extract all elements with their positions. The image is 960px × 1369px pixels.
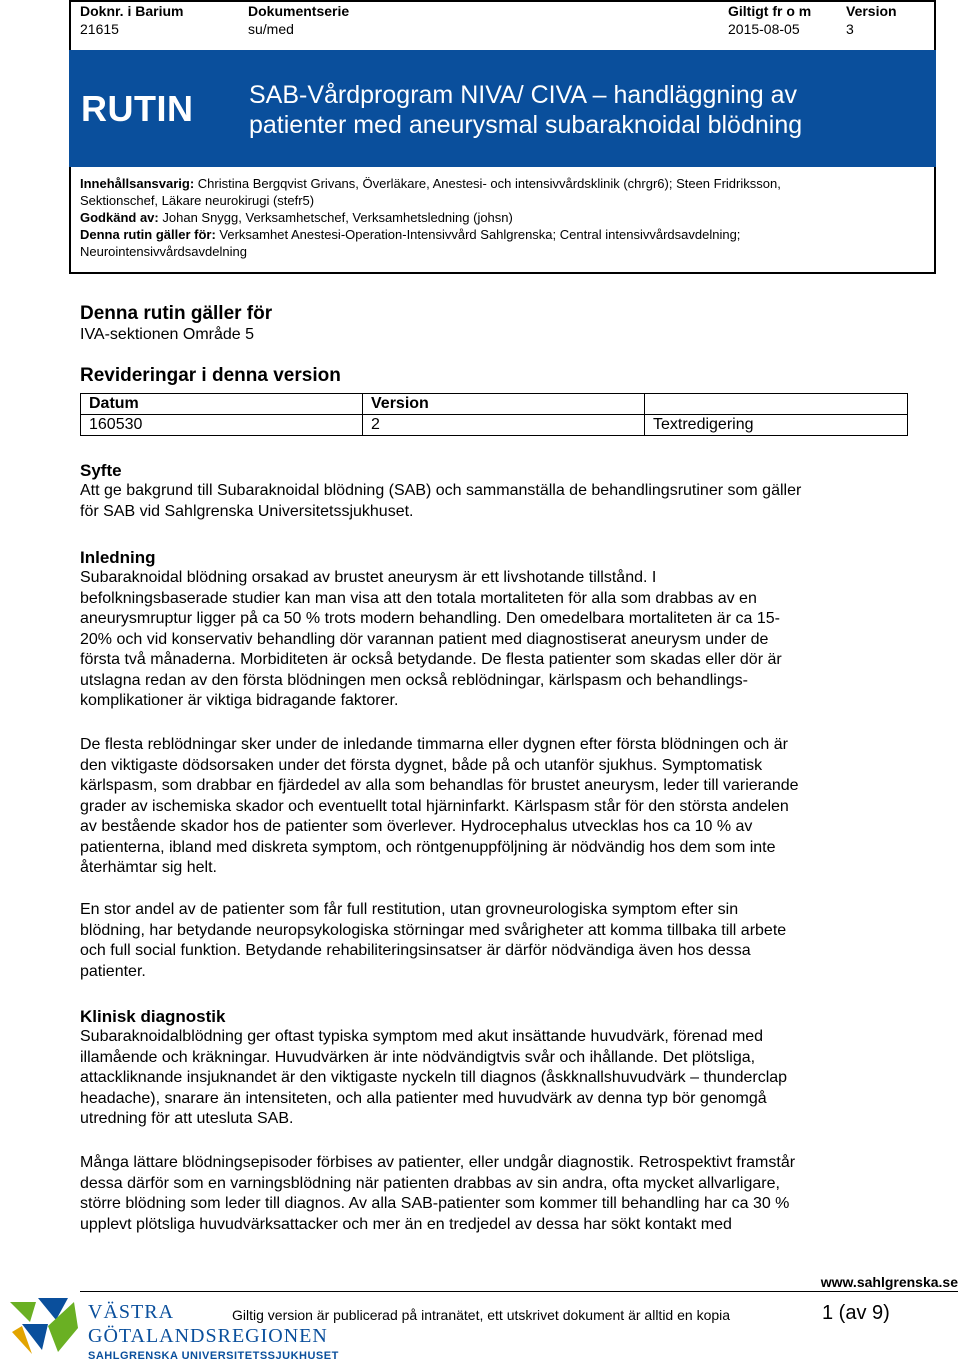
applies-label: Denna rutin gäller för: — [80, 227, 216, 242]
series-block — [248, 2, 349, 38]
text-line: den viktigaste dödsorsaken under det första dygnet, både på och utanför sjukhus. Symptomatisk — [80, 756, 763, 774]
intro-paragraph-3 — [80, 900, 910, 982]
doknr-value: 21615 — [80, 21, 119, 37]
valid-value: 2015-08-05 — [728, 21, 800, 37]
text-line: Subaraknoidalblödning ger oftast typiska symptom med akut insättande huvudvärk, förenad med — [80, 1028, 764, 1045]
document-type: RUTIN — [81, 88, 194, 129]
text-line: dessa därför som en varningsblödning när patienten drabbas av sin andra, ofta mycket allvarligare, — [80, 1174, 780, 1192]
scope-section — [80, 303, 910, 346]
website-link[interactable]: www.sahlgrenska.se — [820, 1274, 958, 1290]
footer-note: Giltig version är publicerad på intranätet, ett utskrivet dokument är alltid en kopia — [232, 1307, 731, 1323]
text-line: aneurysmruptur ligger på ca 50 % trots modern behandling. Den omedelbara mortaliteten är ca 15- — [80, 610, 780, 627]
logo-line-3: SAHLGRENSKA UNIVERSITETSSJUKHUSET — [88, 1350, 339, 1362]
diagnostics-paragraph-2 — [80, 1153, 910, 1235]
document-title — [249, 80, 802, 140]
responsible-text: Christina Bergqvist Grivans, Överläkare, Anestesi- och intensivvårdsklinik (chrgr6); Steen Fridriksson, — [197, 176, 781, 191]
col-date: Datum — [81, 394, 363, 415]
revisions-heading-text: Revideringar i denna version — [80, 365, 341, 386]
text-line: upplevt plötsliga huvudvärksattacker och mer än en tredjedel av dessa har sökt kontakt med — [80, 1215, 732, 1233]
title-banner — [69, 50, 936, 167]
text-line: första två månaderna. Morbiditeten är också betydande. De flesta patienter som skadas eller dör är — [80, 651, 782, 668]
col-version: Version — [363, 394, 645, 415]
text-line: 20% och vid konservativ behandling dör varannan patient med diagnostiserat aneurysm under de — [80, 630, 769, 648]
table-row — [81, 415, 908, 436]
text-line: återhämtar sig helt. — [80, 859, 217, 876]
revisions-heading — [80, 365, 910, 387]
page-number: 1 (av 9) — [822, 1302, 890, 1324]
row-date: 160530 — [81, 415, 363, 436]
text-line: patienter. — [80, 962, 146, 980]
intro-section — [80, 547, 910, 712]
row-version: 2 — [363, 415, 645, 436]
approved-label: Godkänd av: — [80, 210, 159, 225]
text-line: grader av ischemiska skador och eventuellt total hjärninfarkt. Kärlspasm står för den största andelen — [80, 797, 789, 815]
purpose-section — [80, 460, 910, 522]
purpose-line-1: Att ge bakgrund till Subaraknoidal blödning (SAB) och sammanställa de behandlingsrutiner som gäller — [80, 482, 802, 499]
responsible-label: Innehållsansvarig: — [80, 176, 195, 191]
text-line: Subaraknoidal blödning orsakad av brustet aneurysm är ett livshotande tillstånd. I — [80, 569, 657, 586]
text-line: De flesta reblödningar sker under de inledande timmarna eller dygnen efter första blödningen och är — [80, 736, 788, 753]
region-logo-mark-icon — [8, 1292, 358, 1364]
applies-text: Verksamhet Anestesi-Operation-Intensivvård Sahlgrenska; Central intensivvårdsavdelning; — [219, 227, 741, 242]
text-line: blödning, har betydande neuropsykologiska störningar med svårigheter att komma tillbaka till arbete — [80, 921, 787, 939]
text-line: utslagna redan av den första blödningen men också reblödningar, kärlspasm och behandlings- — [80, 671, 748, 689]
series-label: Dokumentserie — [248, 3, 350, 19]
text-line: komplikationer är viktiga bidragande faktorer. — [80, 692, 399, 709]
info-block — [80, 175, 925, 260]
scope-heading: Denna rutin gäller för — [80, 303, 273, 324]
title-line-1: SAB-Vårdprogram NIVA/ CIVA – handläggning av — [249, 81, 797, 109]
doknr-block — [80, 2, 183, 38]
logo-line-1: VÄSTRA — [88, 1301, 175, 1323]
series-value: su/med — [248, 21, 294, 37]
table-header-row — [81, 394, 908, 415]
intro-paragraph-1 — [80, 568, 910, 712]
logo-line-2: GÖTALANDSREGIONEN — [88, 1325, 328, 1347]
intro-paragraph-2 — [80, 735, 910, 879]
diagnostics-section — [80, 1006, 910, 1130]
text-line: patienterna, ibland med diskreta symptom, och röntgenuppföljning är nödvändig hos dem som inte — [80, 838, 776, 856]
text-line: En stor andel av de patienter som får full restitution, utan grovneurologiska symptom efter sin — [80, 901, 739, 918]
valid-block — [728, 2, 811, 38]
valid-label: Giltigt fr o m — [728, 3, 812, 19]
col-change — [645, 394, 908, 415]
row-change: Textredigering — [645, 415, 908, 436]
text-line: större blödning som leder till diagnos. Av alla SAB-patienter som kommer till behandling har ca 30 % — [80, 1195, 790, 1212]
text-line: Många lättare blödningsepisoder förbises av patienter, eller undgår diagnostik. Retrospektivt framstår — [80, 1154, 796, 1171]
version-value: 3 — [846, 21, 854, 37]
region-logo — [8, 1292, 358, 1369]
approved-text: Johan Snygg, Verksamhetschef, Verksamhetsledning (johsn) — [162, 210, 513, 225]
applies-text-2: Neurointensivvårdsavdelning — [80, 244, 247, 259]
text-line: befolkningsbaserade studier kan man visa att den totala mortaliteten för alla som drabbas av en — [80, 589, 757, 607]
text-line: attackliknande insjuknandet är den viktigaste nyckeln till diagnos (åskknallshuvudvärk – thunderclap — [80, 1069, 788, 1086]
version-block — [846, 2, 897, 38]
responsible-text-2: Sektionschef, Läkare neurokirugi (stefr5) — [80, 193, 315, 208]
scope-text: IVA-sektionen Område 5 — [80, 326, 255, 343]
text-line: och full social funktion. Betydande rehabiliteringsinsatser är därför nödvändiga även hos dessa — [80, 942, 751, 959]
text-line: illamående och kräkningar. Huvudvärken är inte nödvändigtvis svår och ihållande. Det plötsliga, — [80, 1048, 756, 1066]
text-line: kärlspasm, som drabbar en fjärdedel av alla som behandlas för brustet aneurysm, leder till varierande — [80, 777, 799, 794]
intro-heading: Inledning — [80, 548, 156, 567]
revisions-table — [80, 393, 908, 436]
purpose-line-2: för SAB vid Sahlgrenska Universitetssjukhuset. — [80, 502, 414, 520]
diagnostics-heading: Klinisk diagnostik — [80, 1007, 226, 1026]
doknr-label: Doknr. i Barium — [80, 3, 184, 19]
text-line: headache), snarare än intensiteten, och alla patienter med huvudvärk av denna typ bör genomgå — [80, 1089, 767, 1107]
title-line-2: patienter med aneurysmal subaraknoidal blödning — [249, 111, 803, 139]
text-line: utredning för att utesluta SAB. — [80, 1110, 294, 1127]
text-line: av bestående skador hos de patienter som överlever. Hydrocephalus utvecklas hos ca 10 % av — [80, 818, 753, 835]
version-label: Version — [846, 3, 897, 19]
purpose-heading: Syfte — [80, 461, 122, 480]
